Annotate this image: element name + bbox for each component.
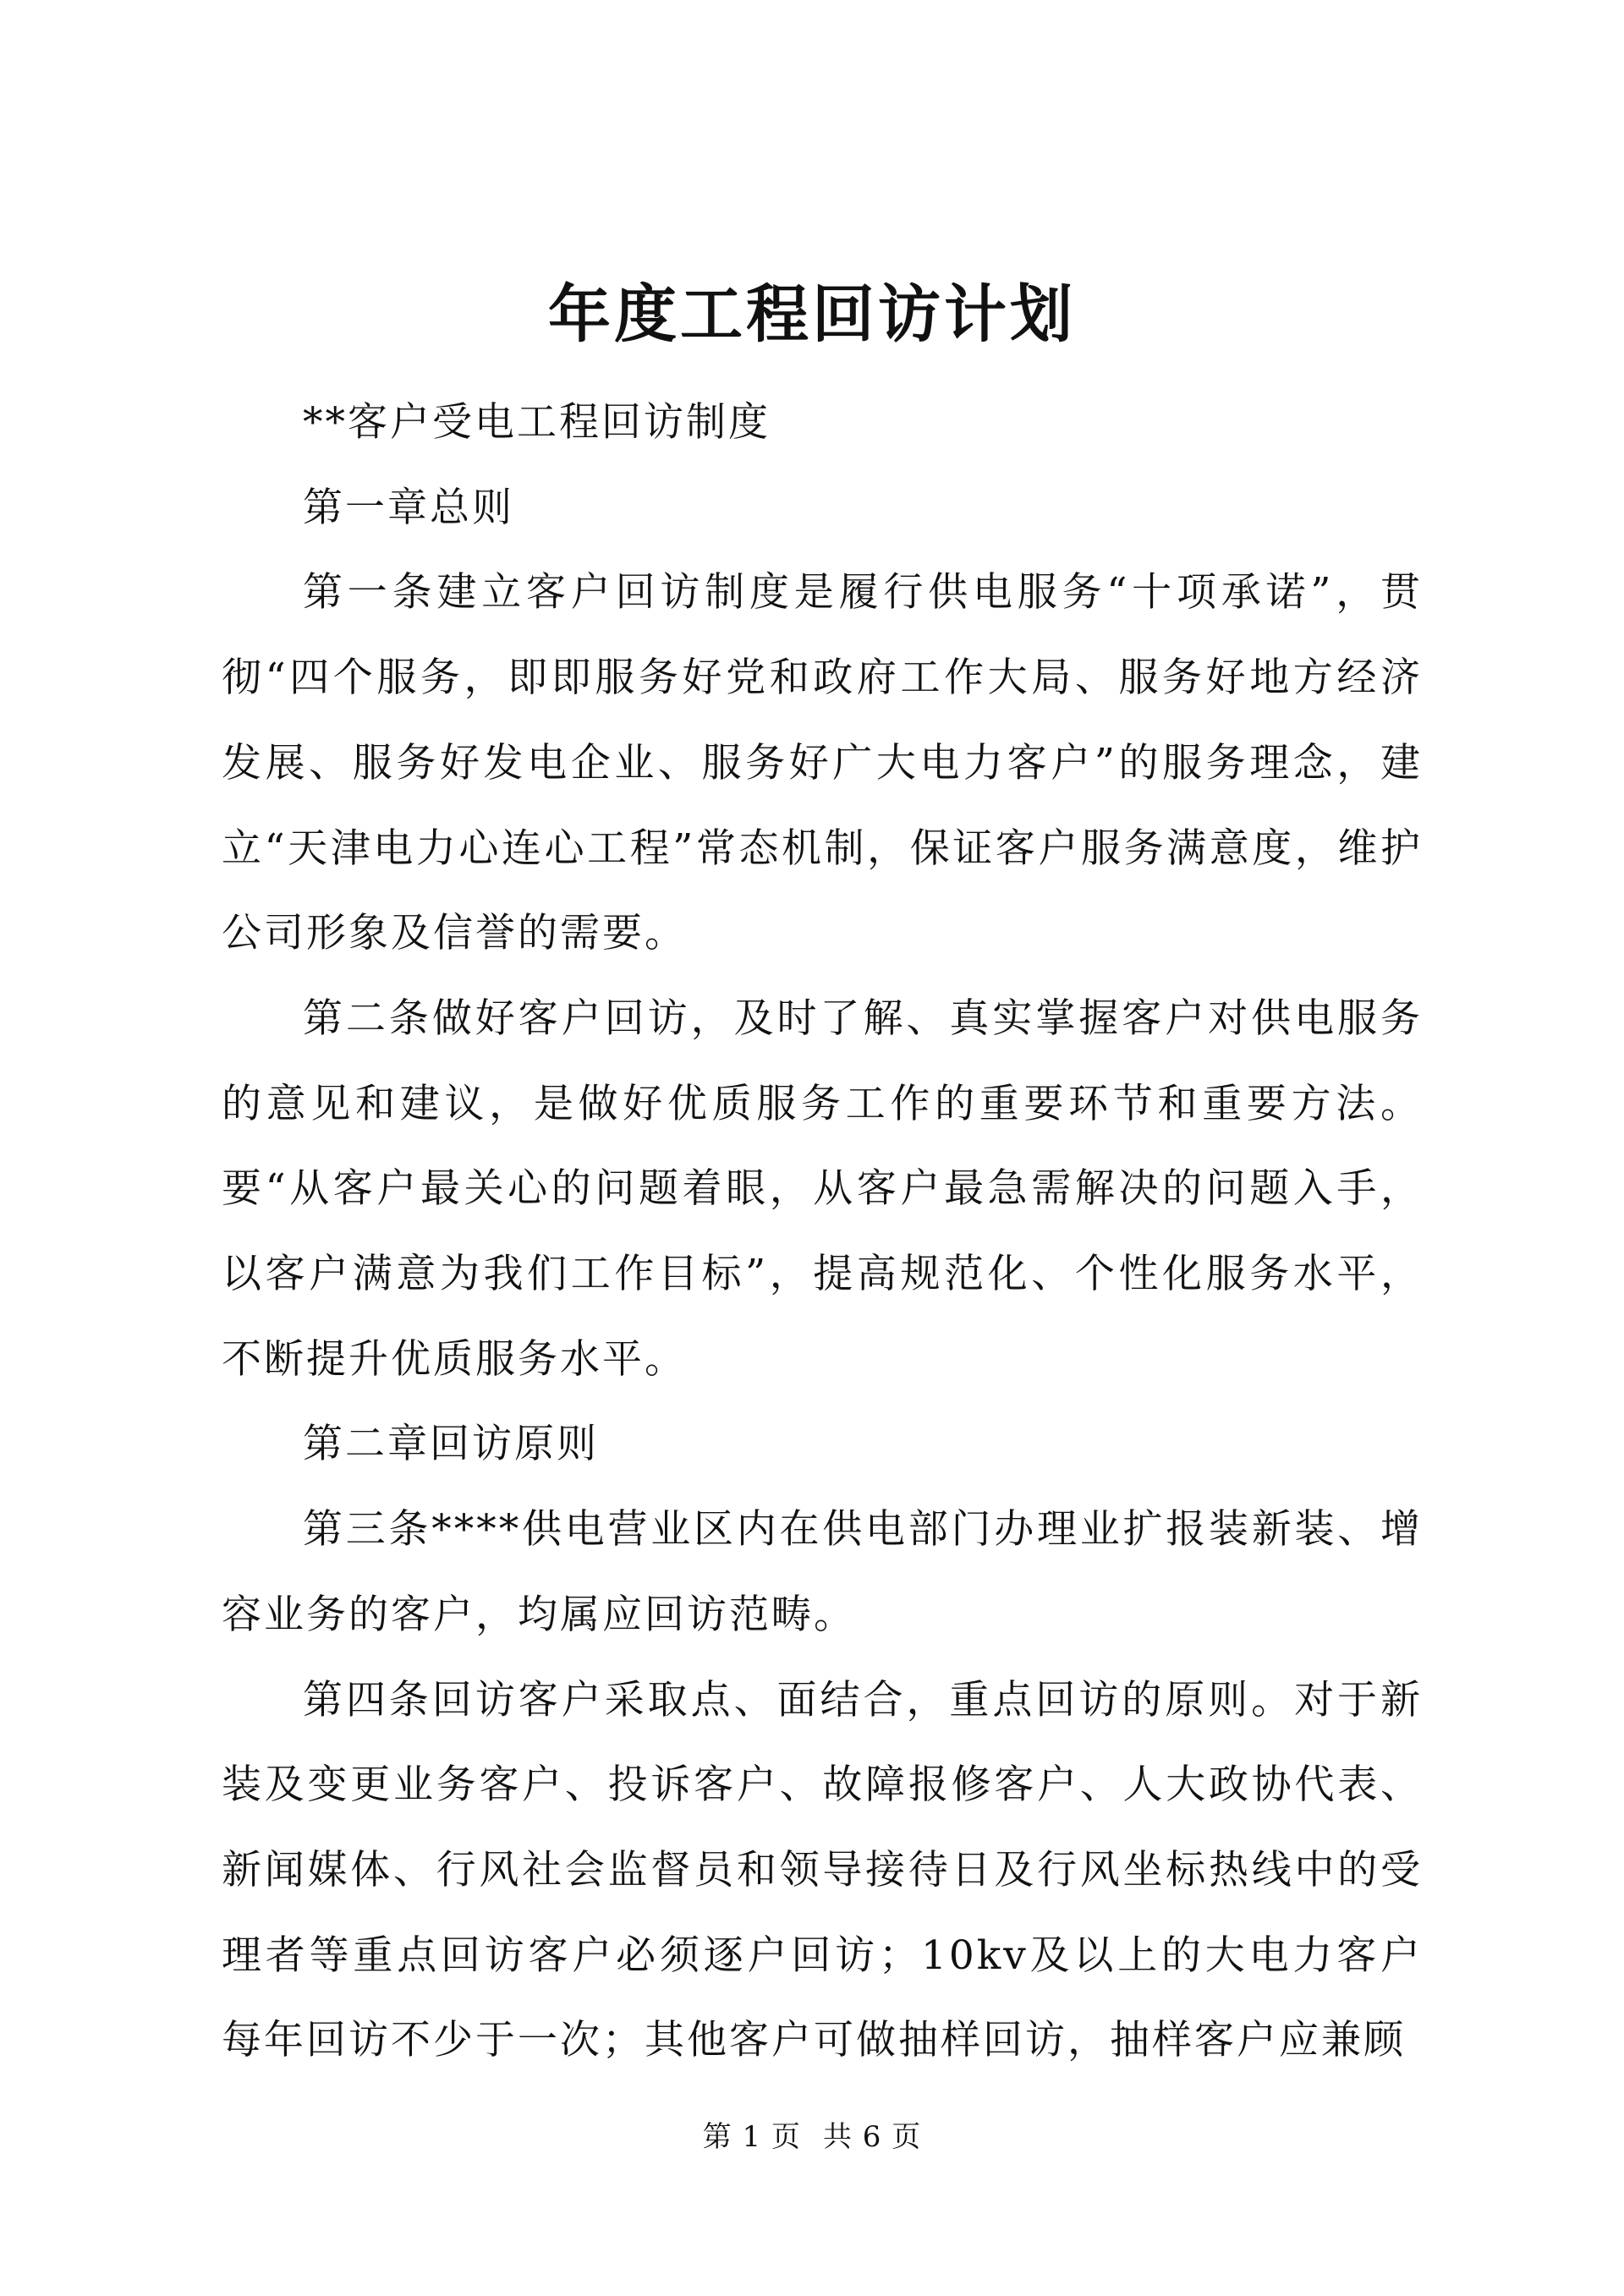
chapter-heading-1: 第一章总则	[303, 484, 514, 531]
article-2: 第二条做好客户回访，及时了解、真实掌握客户对供电服务的意见和建议，是做好优质服务工作的重要环节和重要方法。要“从客户最关心的问题着眼，从客户最急需解决的问题入手，以客户满意为我们工作目标”，提高规范化、个性化服务水平，不断提升优质服务水平。	[222, 995, 1423, 1383]
page-footer	[0, 2120, 1624, 2154]
article-4: 第四条回访客户采取点、面结合，重点回访的原则。对于新装及变更业务客户、投诉客户、故障报修客户、人大政协代表、新闻媒体、行风社会监督员和领导接待日及行风坐标热线中的受理者等重点回访客户必须逐户回访；10kv及以上的大电力客户每年回访不少于一次；其他客户可做抽样回访，抽样客户应兼顾	[222, 1676, 1423, 2064]
chapter-heading-2: 第二章回访原则	[303, 1421, 599, 1468]
paragraph-subtitle: **客户受电工程回访制度	[303, 399, 771, 446]
page-number: 第 1 页	[702, 2120, 801, 2154]
article-1: 第一条建立客户回访制度是履行供电服务“十项承诺”，贯彻“四个服务，即即服务好党和政府工作大局、服务好地方经济发展、服务好发电企业、服务好广大电力客户”的服务理念，建立“天津电力心连心工程”常态机制，保证客户服务满意度，维护公司形象及信誉的需要。	[222, 569, 1423, 957]
document-title: 年度工程回访计划	[548, 278, 1076, 351]
article-3: 第三条****供电营业区内在供电部门办理业扩报装新装、增容业务的客户，均属应回访范畴。	[222, 1506, 1423, 1638]
page-total: 共 6 页	[823, 2120, 922, 2154]
document-body	[222, 381, 1423, 2084]
